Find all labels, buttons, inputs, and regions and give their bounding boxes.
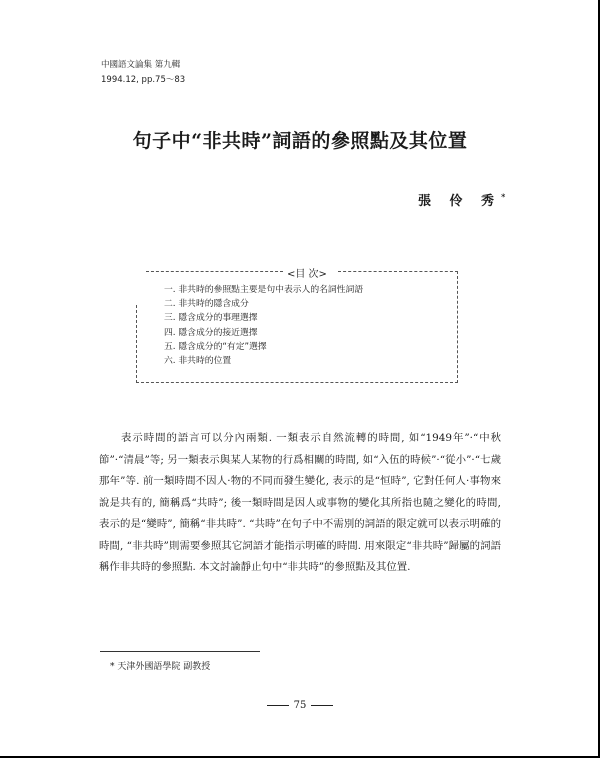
toc-border-left bbox=[136, 305, 137, 383]
toc-heading: <目 次> bbox=[287, 269, 327, 280]
toc-item: 二. 非共時的隱含成分 bbox=[164, 299, 249, 310]
body-paragraph: 表示時間的語言可以分內兩類. 一類表示自然流轉的時間, 如“1949年”·“中秋節”·“清晨”等; 另一類表示與某人某物的行爲相關的時間, 如“入伍的時候”·“從小”·“七歲那年”等. 前一類時間不因人·物的不同而發生變化, 表示的是“恒時”, 它對任何人·事物來說是共有的, 簡稱爲“共時”; 後一類時間是因人或事物的變化其所指也隨之變化的時間, 表示的是“變時”, 簡稱“非共時”. “共時”在句子中不需別的詞語的限定就可以表示明確的時間, “非共時”則需要參照其它詞語才能指示明確的時間. 用來限定“非共時”歸屬的詞語稱作非共時的參照點. 本文討論靜止句中“非共時”的參照點及其位置. bbox=[99, 432, 501, 573]
toc-border-bottom bbox=[136, 382, 458, 383]
page-number-dash-left bbox=[267, 705, 289, 706]
author-text: 張 伶 秀 bbox=[418, 194, 502, 209]
footnote: * 天津外國語學院 副教授 bbox=[110, 662, 211, 672]
table-of-contents bbox=[136, 265, 458, 383]
toc-border-top-right bbox=[338, 271, 458, 272]
toc-item: 四. 隱含成分的接近選擇 bbox=[164, 327, 258, 338]
toc-border-right bbox=[457, 271, 458, 383]
toc-item: 五. 隱含成分的“有定”選擇 bbox=[164, 341, 267, 352]
toc-item: 三. 隱含成分的事理選擇 bbox=[164, 313, 258, 324]
body-text bbox=[99, 428, 501, 579]
footnote-divider bbox=[100, 651, 260, 652]
page-number-text: 75 bbox=[293, 700, 307, 711]
toc-list bbox=[164, 283, 363, 368]
page-number bbox=[0, 700, 600, 711]
author-name bbox=[418, 190, 505, 209]
toc-item: 六. 非共時的位置 bbox=[164, 356, 232, 367]
toc-border-top-left bbox=[146, 271, 283, 272]
journal-name: 中國語文論集 第九輯 bbox=[101, 60, 181, 70]
journal-header bbox=[101, 58, 185, 88]
issue-info: 1994.12, pp.75～83 bbox=[101, 75, 186, 85]
paper-title: 句子中“非共時”詞語的參照點及其位置 bbox=[132, 130, 468, 152]
author-footnote-mark: * bbox=[501, 191, 506, 202]
toc-item: 一. 非共時的參照點主要是句中表示人的名詞性詞語 bbox=[164, 285, 364, 295]
page-number-dash-right bbox=[311, 705, 333, 706]
